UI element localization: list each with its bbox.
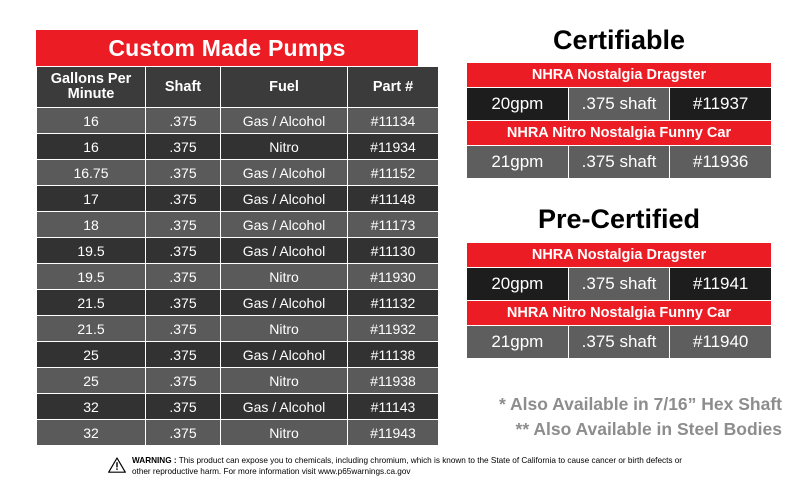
cell-shaft: .375 shaft xyxy=(568,88,670,121)
cell-gpm: 18 xyxy=(37,212,146,238)
table-row xyxy=(37,160,439,186)
cell-gpm: 21.5 xyxy=(37,290,146,316)
cell-shaft: .375 shaft xyxy=(568,325,670,358)
cell-shaft: .375 xyxy=(146,368,221,394)
table-row xyxy=(37,420,439,446)
cell-gpm: 19.5 xyxy=(37,264,146,290)
cell-fuel: Nitro xyxy=(221,420,348,446)
custom-made-pumps-block xyxy=(36,30,418,446)
cell-part: #11934 xyxy=(348,134,439,160)
table-row xyxy=(37,134,439,160)
cell-shaft: .375 xyxy=(146,316,221,342)
cell-part: #11932 xyxy=(348,316,439,342)
table-row xyxy=(37,186,439,212)
column-header-gpm: Gallons Per Minute xyxy=(37,67,146,108)
cell-fuel: Nitro xyxy=(221,368,348,394)
warning-label: WARNING : xyxy=(132,456,177,465)
cell-shaft: .375 xyxy=(146,342,221,368)
certifiable-heading: Certifiable xyxy=(552,25,686,55)
cell-shaft: .375 shaft xyxy=(568,146,670,179)
cell-gpm: 32 xyxy=(37,394,146,420)
column-header-fuel: Fuel xyxy=(221,67,348,108)
cell-shaft: .375 xyxy=(146,186,221,212)
cell-gpm: 19.5 xyxy=(37,238,146,264)
certifiable-group-title-row xyxy=(467,63,772,88)
precertified-group-title: NHRA Nitro Nostalgia Funny Car xyxy=(467,300,772,325)
table-row xyxy=(37,316,439,342)
cell-gpm: 25 xyxy=(37,342,146,368)
cell-shaft: .375 xyxy=(146,290,221,316)
warning-triangle-icon xyxy=(108,457,126,478)
cell-part: #11940 xyxy=(670,325,772,358)
cell-part: #11937 xyxy=(670,88,772,121)
table-row xyxy=(37,212,439,238)
cell-fuel: Gas / Alcohol xyxy=(221,212,348,238)
table-row xyxy=(37,290,439,316)
table-row xyxy=(37,264,439,290)
note-steel-bodies: ** Also Available in Steel Bodies xyxy=(515,419,782,440)
cell-shaft: .375 xyxy=(146,212,221,238)
certifiable-table xyxy=(466,62,772,179)
cell-gpm: 20gpm xyxy=(467,267,569,300)
cell-part: #11173 xyxy=(348,212,439,238)
table-row xyxy=(37,342,439,368)
cell-part: #11134 xyxy=(348,108,439,134)
cell-fuel: Gas / Alcohol xyxy=(221,160,348,186)
warning-text xyxy=(132,455,692,477)
precertified-group-title-row xyxy=(467,300,772,325)
cell-fuel: Nitro xyxy=(221,264,348,290)
cell-fuel: Gas / Alcohol xyxy=(221,290,348,316)
certifiable-group-title-row xyxy=(467,121,772,146)
cell-part: #11130 xyxy=(348,238,439,264)
cell-fuel: Gas / Alcohol xyxy=(221,238,348,264)
note-hex-shaft: * Also Available in 7/16” Hex Shaft xyxy=(498,394,782,414)
table-row xyxy=(37,394,439,420)
cell-part: #11943 xyxy=(348,420,439,446)
cell-fuel: Gas / Alcohol xyxy=(221,342,348,368)
cell-fuel: Gas / Alcohol xyxy=(221,186,348,212)
cell-shaft: .375 xyxy=(146,238,221,264)
cell-part: #11152 xyxy=(348,160,439,186)
cell-part: #11138 xyxy=(348,342,439,368)
certification-block xyxy=(466,26,772,367)
cell-fuel: Gas / Alcohol xyxy=(221,108,348,134)
precertified-table xyxy=(466,242,772,359)
cell-shaft: .375 xyxy=(146,160,221,186)
table-row xyxy=(37,368,439,394)
table-row xyxy=(37,108,439,134)
certifiable-spec-row xyxy=(467,88,772,121)
cell-part: #11930 xyxy=(348,264,439,290)
cell-shaft: .375 xyxy=(146,134,221,160)
certifiable-group-title: NHRA Nitro Nostalgia Funny Car xyxy=(467,121,772,146)
cell-fuel: Nitro xyxy=(221,316,348,342)
cell-gpm: 32 xyxy=(37,420,146,446)
cell-gpm: 16.75 xyxy=(37,160,146,186)
availability-notes xyxy=(466,392,782,443)
cell-part: #11938 xyxy=(348,368,439,394)
cell-gpm: 21gpm xyxy=(467,325,569,358)
column-header-part: Part # xyxy=(348,67,439,108)
warning-body: This product can expose you to chemicals, including chromium, which is known to the State of California to cause cancer or birth defects or other reproductive harm. For more information visit www.p65warnings.ca.gov xyxy=(132,456,683,477)
pumps-table xyxy=(36,66,439,446)
precertified-heading: Pre-Certified xyxy=(537,204,701,235)
precertified-group-title: NHRA Nostalgia Dragster xyxy=(467,242,772,267)
precertified-group-title-row xyxy=(467,242,772,267)
prop65-warning xyxy=(0,455,800,478)
cell-gpm: 17 xyxy=(37,186,146,212)
cell-gpm: 20gpm xyxy=(467,88,569,121)
cell-gpm: 16 xyxy=(37,108,146,134)
precertified-spec-row xyxy=(467,325,772,358)
column-header-shaft: Shaft xyxy=(146,67,221,108)
certifiable-group-title: NHRA Nostalgia Dragster xyxy=(467,63,772,88)
cell-gpm: 21gpm xyxy=(467,146,569,179)
cell-shaft: .375 xyxy=(146,108,221,134)
cell-shaft: .375 xyxy=(146,394,221,420)
cell-gpm: 25 xyxy=(37,368,146,394)
table-header-row xyxy=(37,67,439,108)
cell-part: #11143 xyxy=(348,394,439,420)
cell-fuel: Gas / Alcohol xyxy=(221,394,348,420)
cell-shaft: .375 shaft xyxy=(568,267,670,300)
cell-gpm: 16 xyxy=(37,134,146,160)
table-row xyxy=(37,238,439,264)
certifiable-spec-row xyxy=(467,146,772,179)
cell-shaft: .375 xyxy=(146,264,221,290)
cell-part: #11936 xyxy=(670,146,772,179)
cell-gpm: 21.5 xyxy=(37,316,146,342)
precertified-spec-row xyxy=(467,267,772,300)
page-title: Custom Made Pumps xyxy=(36,30,418,66)
cell-fuel: Nitro xyxy=(221,134,348,160)
cell-shaft: .375 xyxy=(146,420,221,446)
cell-part: #11132 xyxy=(348,290,439,316)
cell-part: #11148 xyxy=(348,186,439,212)
cell-part: #11941 xyxy=(670,267,772,300)
